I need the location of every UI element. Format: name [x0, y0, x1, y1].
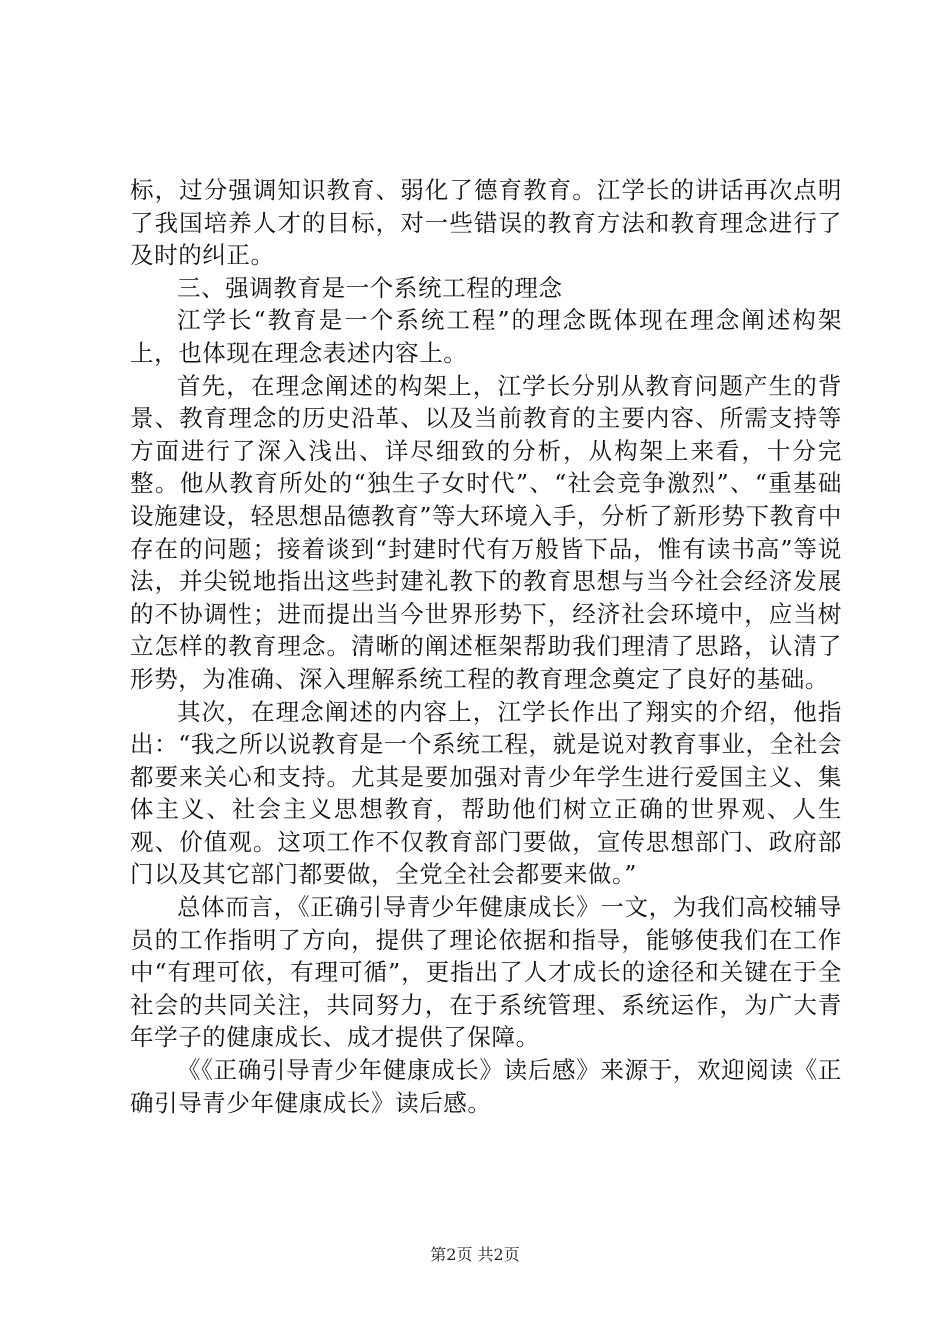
- paragraph: 总体而言，《正确引导青少年健康成长》一文，为我们高校辅导员的工作指明了方向，提供了理论依据和指导，能够使我们在工作中“有理可依，有理可循”，更指出了人才成长的途径和关键在于全社会的共同关注，共同努力，在于系统管理、系统运作，为广大青年学子的健康成长、成才提供了保障。: [130, 893, 842, 1052]
- page-footer: 第2页 共2页: [430, 1245, 520, 1264]
- paragraph: 标，过分强调知识教育、弱化了德育教育。江学长的讲话再次点明了我国培养人才的目标，对一些错误的教育方法和教育理念进行了及时的纠正。: [130, 176, 842, 270]
- paragraph: 《《正确引导青少年健康成长》读后感》来源于，欢迎阅读《正确引导青少年健康成长》读后感。: [130, 1056, 842, 1117]
- section-heading: 三、强调教育是一个系统工程的理念: [177, 273, 563, 302]
- paragraph: 江学长“教育是一个系统工程”的理念既体现在理念阐述构架上，也体现在理念表述内容上。: [130, 306, 842, 367]
- document-body: [130, 174, 842, 1119]
- paragraph: 其次，在理念阐述的内容上，江学长作出了翔实的介绍，他指出：“我之所以说教育是一个系统工程，就是说对教育事业，全社会都要来关心和支持。尤其是要加强对青少年学生进行爱国主义、集体主义、社会主义思想教育，帮助他们树立正确的世界观、人生观、价值观。这项工作不仅教育部门要做，宣传思想部门、政府部门以及其它部门都要做，全党全社会都要来做。”: [130, 697, 842, 889]
- paragraph: 首先，在理念阐述的构架上，江学长分别从教育问题产生的背景、教育理念的历史沿革、以及当前教育的主要内容、所需支持等方面进行了深入浅出、详尽细致的分析，从构架上来看，十分完整。他从教育所处的“独生子女时代”、“社会竞争激烈”、“重基础设施建设，轻思想品德教育”等大环境入手，分析了新形势下教育中存在的问题；接着谈到“封建时代有万般皆下品，惟有读书高”等说法，并尖锐地指出这些封建礼教下的教育思想与当今社会经济发展的不协调性；进而提出当今世界形势下，经济社会环境中，应当树立怎样的教育理念。清晰的阐述框架帮助我们理清了思路，认清了形势，为准确、深入理解系统工程的教育理念奠定了良好的基础。: [130, 371, 842, 693]
